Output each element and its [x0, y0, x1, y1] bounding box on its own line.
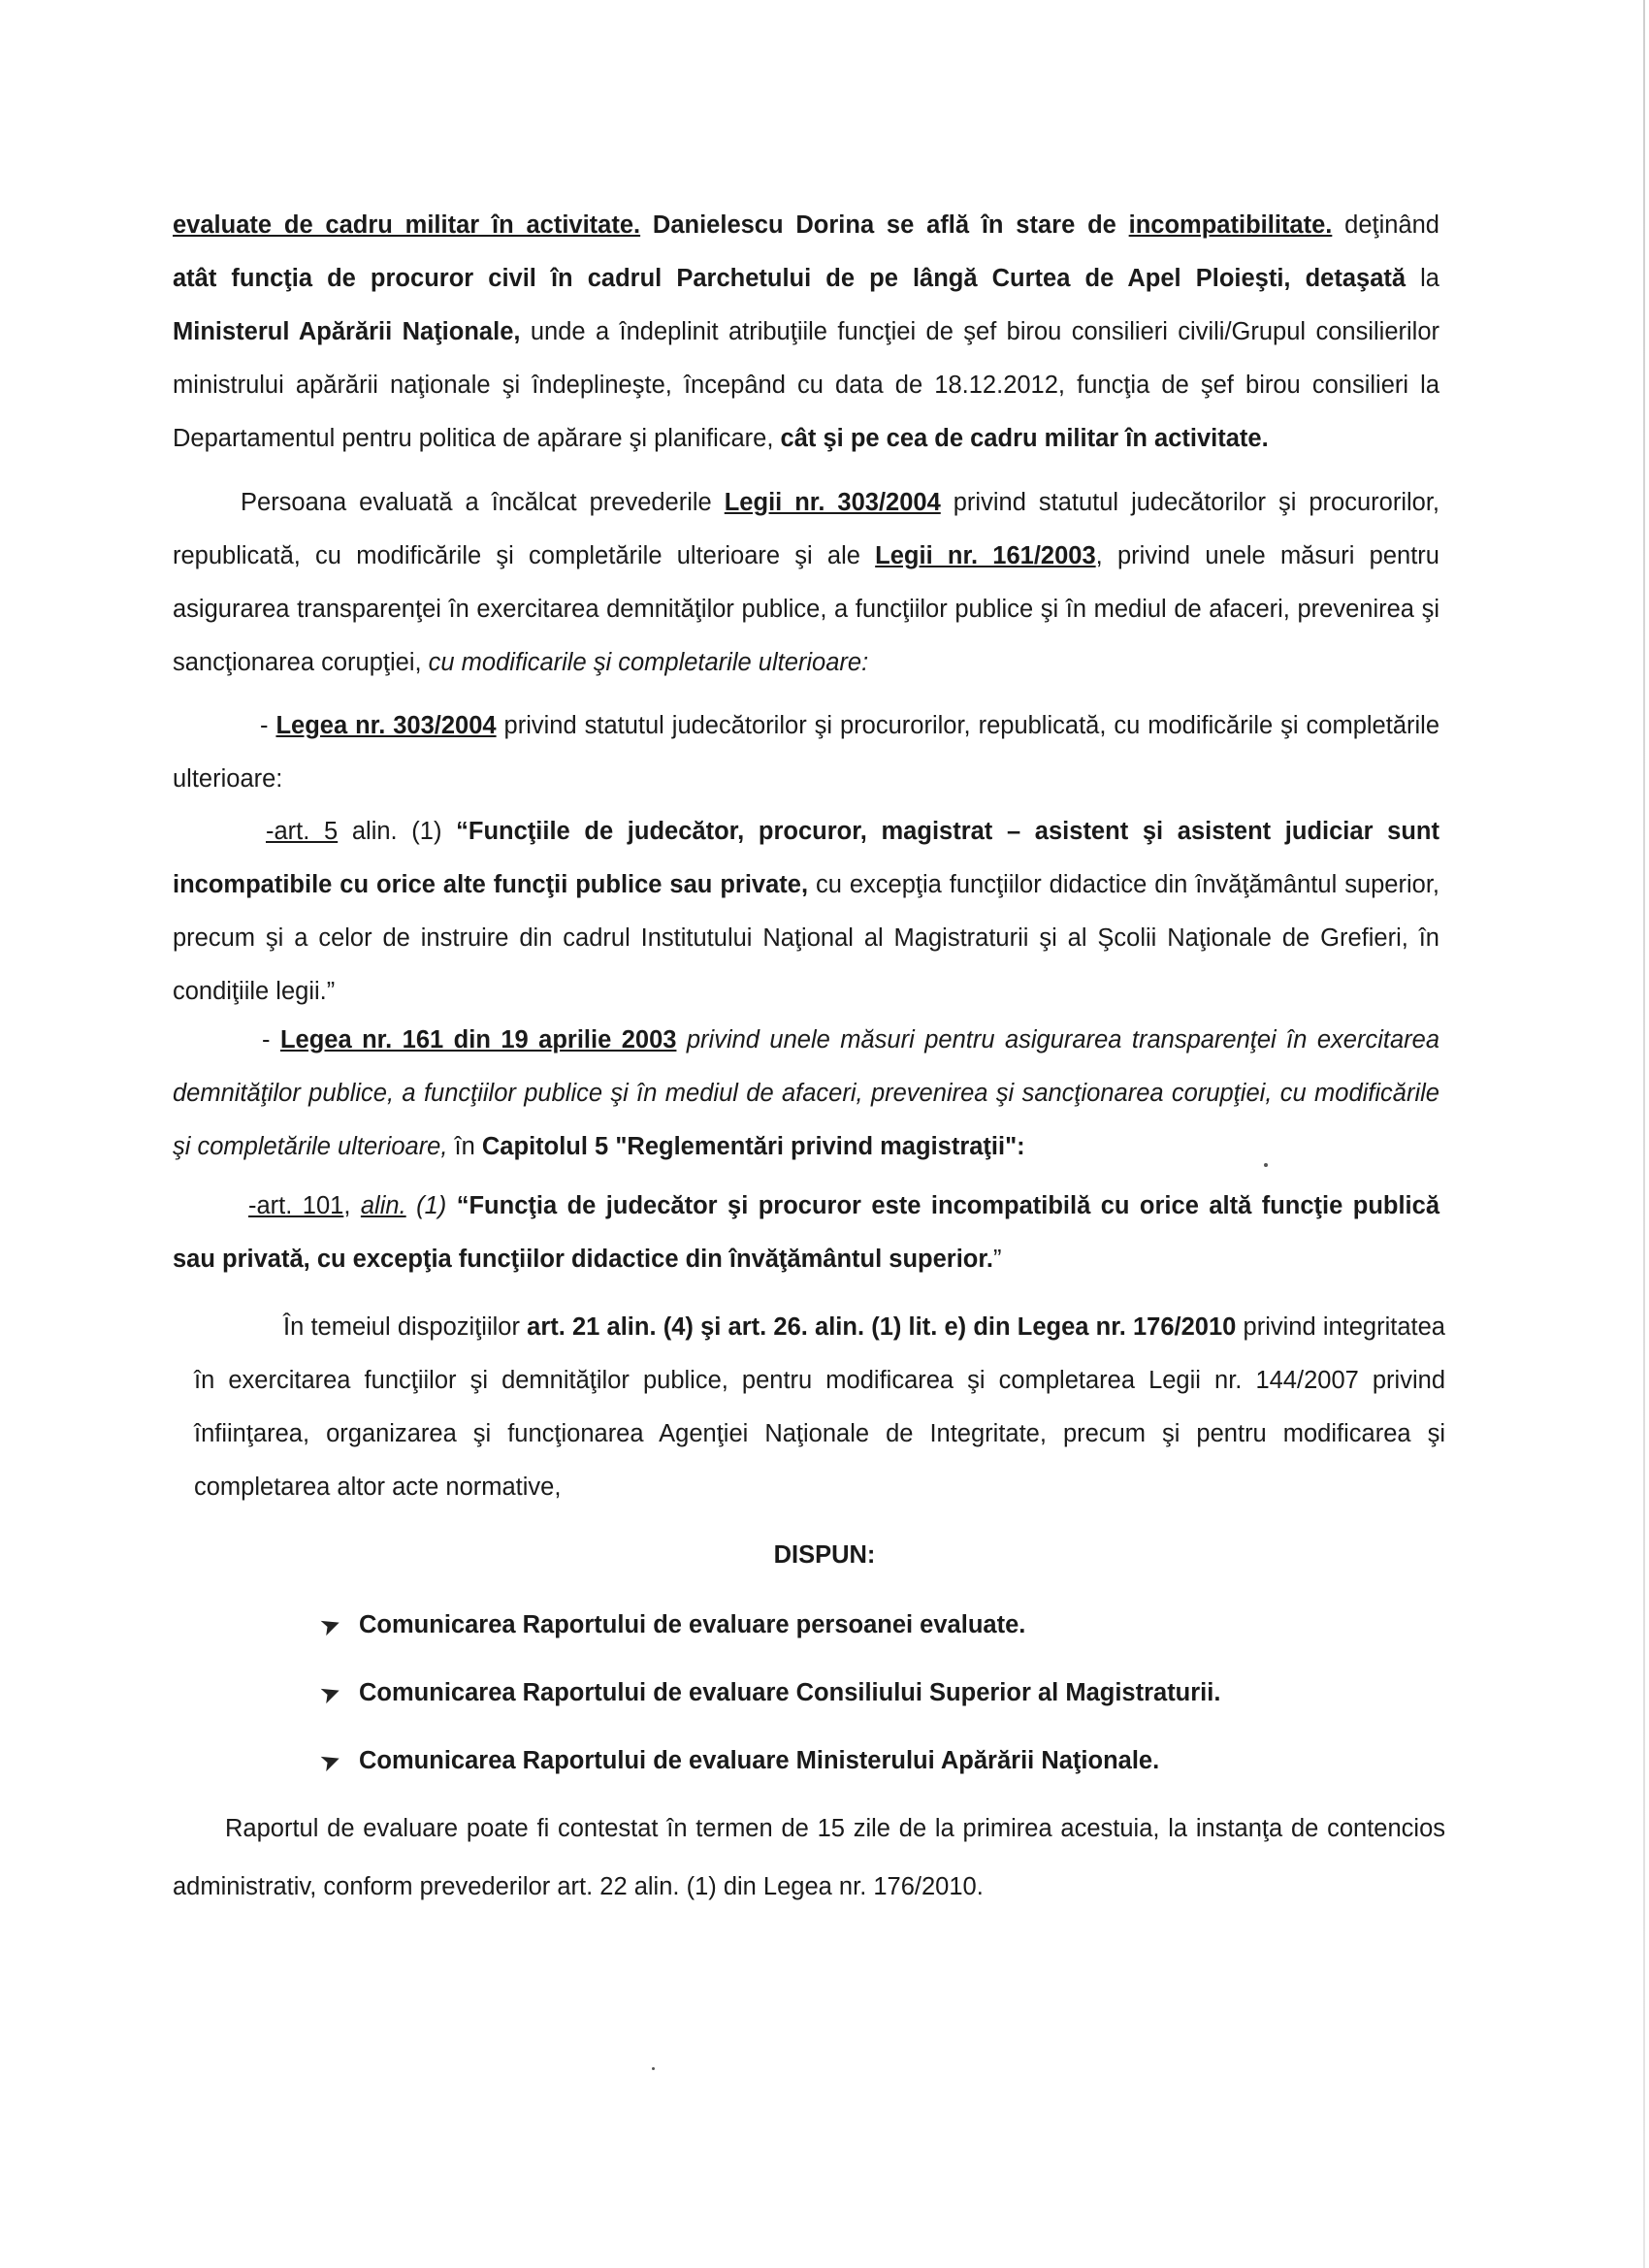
text-bold-underline: incompatibilitate.	[1128, 211, 1333, 239]
article-reference: -art. 5	[266, 818, 339, 845]
text: Departamentul pentru politica de apărare şi planificare,	[173, 425, 774, 452]
text: În temeiul dispoziţiilor	[283, 1313, 528, 1341]
law-reference: Legii nr. 161/2003	[875, 542, 1096, 569]
paragraph-art-101	[173, 1180, 1439, 1286]
bullet-item	[315, 1741, 1160, 1780]
arrow-bullet-icon: ➤	[315, 1608, 345, 1642]
text: deţinând	[1332, 211, 1439, 239]
text-bold: atât funcţia de procuror civil în cadrul Parchetului de pe lângă Curtea de Apel Ploieşti, detaşată	[173, 265, 1406, 292]
text: alin. (1)	[338, 818, 457, 845]
text: cu excepţia funcţiilor didactice din învăţământul superior, precum şi a celor de instruire din cadrul Institutului Naţional al Magistraturii şi al Şcolii Naţionale de Grefieri, în condiţiile legii.”	[173, 871, 1439, 1005]
text-bold: “Funcţiile de judecător, procuror, magistrat – asistent şi asistent judiciar sunt incompatibile cu orice alte funcţii publice sau private,	[173, 818, 1439, 898]
text: privind statutul judecătorilor şi procurorilor, republicată, cu modificările şi completările ulterioare şi ale	[173, 489, 1439, 569]
paragraph-violated-laws	[173, 476, 1439, 690]
scan-speck	[1264, 1163, 1268, 1167]
text: unde a îndeplinit atribuţiile funcţiei de şef birou consilieri civili/Grupul consilierilor	[520, 318, 1439, 345]
text: Persoana evaluată a încălcat prevederile	[241, 489, 725, 516]
text-italic: (1)	[405, 1192, 457, 1219]
text: în	[447, 1133, 482, 1160]
text: ministrului apărării naţionale şi îndeplineşte, începând cu data de 18.12.2012, funcţia de şef birou consilieri la	[173, 372, 1439, 399]
text: privind integritatea în exercitarea funcţiilor şi demnităţilor publice, pentru modificarea şi completarea Legii nr. 144/2007 privind înfiinţarea, organizarea şi funcţionarea Agenţiei Naţionale de Integritate, precum şi pentru modificarea şi completarea altor acte normative,	[194, 1313, 1445, 1501]
bullet-text: Comunicarea Raportului de evaluare Ministerului Apărării Naţionale.	[359, 1747, 1160, 1774]
law-reference: Legea nr. 303/2004	[275, 712, 497, 739]
text-italic: cu modificarile şi completarile ulterioare:	[428, 649, 869, 676]
arrow-bullet-icon: ➤	[315, 1744, 345, 1778]
bullet-text: Comunicarea Raportului de evaluare persoanei evaluate.	[359, 1611, 1026, 1638]
scan-speck	[652, 2067, 655, 2070]
bullet-item	[315, 1605, 1026, 1644]
paragraph-appeal: Raportul de evaluare poate fi contestat în termen de 15 zile de la primirea acestuia, la instanţa de contencios administrativ, conform prevederilor art. 22 alin. (1) din Legea nr. 176/2010.	[173, 1815, 1445, 1900]
paragraph-incompatibility	[173, 199, 1439, 466]
text-italic: privind unele măsuri pentru asigurarea transparenţei în exercitarea demnităţilor publice, a funcţiilor publice şi în mediul de afaceri, prevenirea şi sancţionarea corupţiei, cu modificările şi completările ulterioare,	[173, 1026, 1439, 1160]
paragraph-law-161	[173, 1014, 1439, 1174]
text: ”	[992, 1246, 1002, 1273]
text-bold-underline: evaluate de cadru militar în activitate.	[173, 211, 641, 239]
text-bold: Ministerul Apărării Naţionale,	[173, 318, 521, 345]
paragraph-legal-basis	[194, 1301, 1445, 1514]
text-bold: “Funcţia de judecător şi procuror este incompatibilă cu orice altă funcţie publică sau privată, cu excepţia funcţiilor didactice din învăţământul superior.	[173, 1192, 1440, 1273]
text-bold: Danielescu Dorina se află în stare de	[640, 211, 1129, 239]
text: ,	[343, 1192, 361, 1219]
text-italic-underline: alin.	[360, 1192, 406, 1219]
bullet-item	[315, 1673, 1221, 1712]
text-bold: art. 21 alin. (4) şi art. 26. alin. (1) lit. e) din Legea nr. 176/2010	[527, 1313, 1237, 1341]
paragraph-law-303	[173, 699, 1439, 806]
scan-edge-line	[1643, 0, 1645, 2268]
text-bold: cât şi pe cea de cadru militar în activitate.	[773, 425, 1269, 452]
text: -	[260, 712, 276, 739]
bullet-text: Comunicarea Raportului de evaluare Consiliului Superior al Magistraturii.	[359, 1679, 1221, 1706]
law-reference: Legii nr. 303/2004	[724, 489, 941, 516]
text: -	[262, 1026, 280, 1053]
article-reference: -art. 101	[248, 1192, 344, 1219]
text-bold: Capitolul 5 "Reglementări privind magistraţii":	[481, 1133, 1025, 1160]
text: la	[1406, 265, 1439, 292]
text: privind statutul judecătorilor şi procurorilor, republicată, cu modificările şi completările ulterioare:	[173, 712, 1440, 793]
text: , privind unele măsuri pentru asigurarea transparenţei în exercitarea demnităţilor publice, a funcţiilor publice şi în mediul de afaceri, prevenirea şi sancţionarea corupţiei,	[173, 542, 1439, 676]
arrow-bullet-icon: ➤	[315, 1676, 345, 1710]
paragraph-art-5	[173, 805, 1439, 1019]
heading-dispun: DISPUN:	[773, 1541, 876, 1569]
law-reference: Legea nr. 161 din 19 aprilie 2003	[279, 1026, 677, 1053]
